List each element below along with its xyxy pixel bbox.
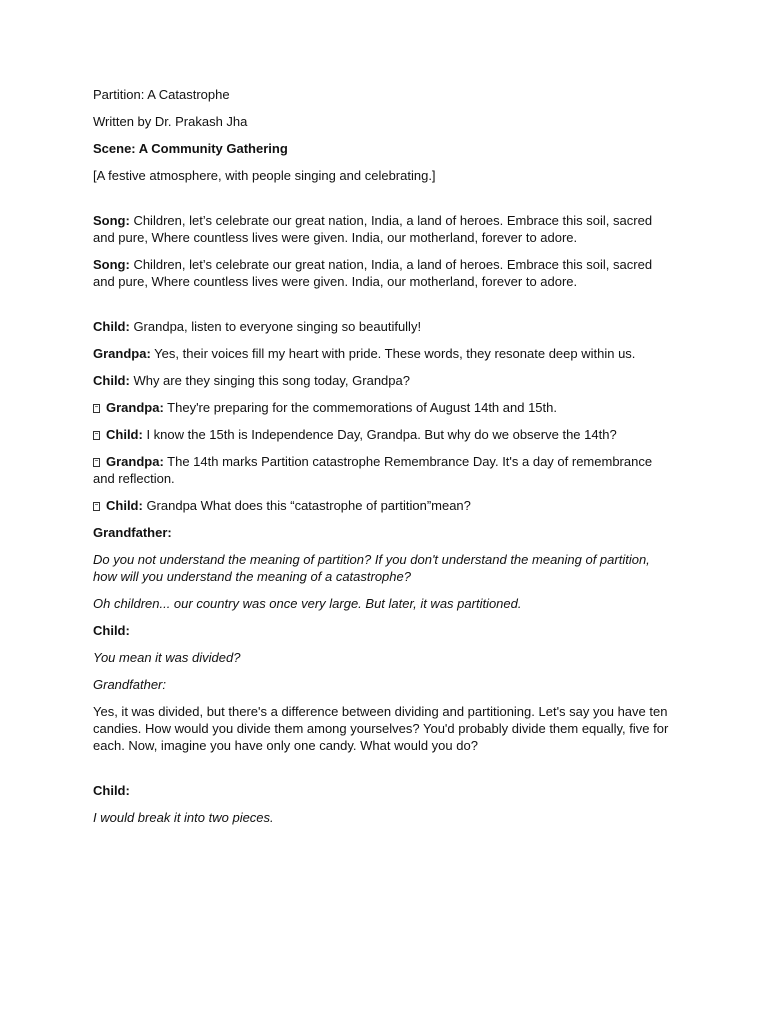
dialogue-line-grandpa-3 bbox=[93, 453, 676, 487]
speaker-heading-child-2: Child: bbox=[93, 783, 130, 798]
stage-direction: [A festive atmosphere, with people singing and celebrating.] bbox=[93, 168, 436, 183]
line-text: Yes, their voices fill my heart with pride. These words, they resonate deep within us. bbox=[150, 346, 636, 361]
line-text: Why are they singing this song today, Grandpa? bbox=[129, 373, 410, 388]
speaker-label: Child: bbox=[93, 319, 130, 334]
child-speech-1: You mean it was divided? bbox=[93, 650, 241, 665]
missing-glyph-icon bbox=[93, 458, 100, 467]
dialogue-line-child-2 bbox=[93, 372, 676, 389]
grandfather-speech-3: Yes, it was divided, but there's a difference between dividing and partitioning. Let's say you have ten candies. How would you divide them among yourselves? You'd probably divide them equally, five for each. Now, imagine you have only one candy. What would you do? bbox=[93, 704, 669, 753]
dialogue-line-child-4 bbox=[93, 497, 676, 514]
speaker-label: Song: bbox=[93, 257, 130, 272]
speaker-heading-child: Child: bbox=[93, 623, 130, 638]
line-text: Grandpa, listen to everyone singing so beautifully! bbox=[129, 319, 422, 334]
line-text: The 14th marks Partition catastrophe Remembrance Day. It's a day of remembrance and reflection. bbox=[93, 454, 653, 486]
speaker-label: Grandpa: bbox=[106, 454, 164, 469]
missing-glyph-icon bbox=[93, 431, 100, 440]
line-text: Grandpa What does this “catastrophe of partition”mean? bbox=[142, 498, 471, 513]
song-line-1 bbox=[93, 212, 676, 246]
missing-glyph-icon bbox=[93, 502, 100, 511]
speaker-label: Grandpa: bbox=[93, 346, 151, 361]
speaker-label: Child: bbox=[106, 498, 143, 513]
line-text: Children, let’s celebrate our great nation, India, a land of heroes. Embrace this soil, sacred and pure, Where countless lives were given. India, our motherland, forever to adore. bbox=[93, 257, 653, 289]
missing-glyph-icon bbox=[93, 404, 100, 413]
document-author: Written by Dr. Prakash Jha bbox=[93, 114, 248, 129]
child-speech-2: I would break it into two pieces. bbox=[93, 810, 274, 825]
speaker-heading-grandfather-italic: Grandfather: bbox=[93, 677, 166, 692]
speaker-label: Grandpa: bbox=[106, 400, 164, 415]
grandfather-speech-1: Do you not understand the meaning of partition? If you don't understand the meaning of partition, how will you understand the meaning of a catastrophe? bbox=[93, 552, 650, 584]
speaker-label: Child: bbox=[93, 373, 130, 388]
dialogue-line-grandpa-2 bbox=[93, 399, 676, 416]
grandfather-speech-2: Oh children... our country was once very large. But later, it was partitioned. bbox=[93, 596, 522, 611]
speaker-label: Song: bbox=[93, 213, 130, 228]
scene-heading: Scene: A Community Gathering bbox=[93, 141, 288, 156]
speaker-heading-grandfather: Grandfather: bbox=[93, 525, 172, 540]
dialogue-line-grandpa-1 bbox=[93, 345, 676, 362]
line-text: They're preparing for the commemorations of August 14th and 15th. bbox=[163, 400, 557, 415]
document-title: Partition: A Catastrophe bbox=[93, 87, 230, 102]
speaker-label: Child: bbox=[106, 427, 143, 442]
dialogue-line-child-1 bbox=[93, 318, 676, 335]
line-text: Children, let’s celebrate our great nation, India, a land of heroes. Embrace this soil, sacred and pure, Where countless lives were given. India, our motherland, forever to adore. bbox=[93, 213, 653, 245]
dialogue-line-child-3 bbox=[93, 426, 676, 443]
song-line-2 bbox=[93, 256, 676, 290]
line-text: I know the 15th is Independence Day, Grandpa. But why do we observe the 14th? bbox=[142, 427, 617, 442]
